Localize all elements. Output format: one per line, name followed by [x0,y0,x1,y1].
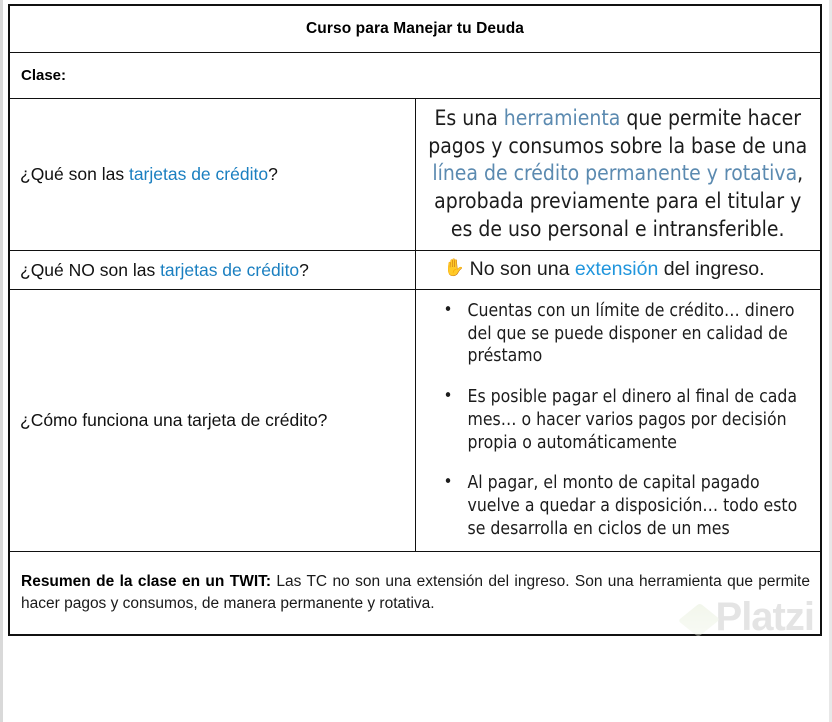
table-row-clase [9,53,821,99]
question-text [20,409,409,431]
page-edge-left [0,0,3,722]
question-suffix: ? [299,259,309,280]
answer-part-highlight: línea de crédito permanente y rotativa [432,161,798,186]
answer-cell-que-no-son [415,250,821,289]
answer-part: del ingreso. [658,258,765,281]
open-hand-icon: ✋ [443,258,465,278]
list-item: • Al pagar, el monto de capital pagado vuelve a quedar a disposición… todo esto se desarrolla en ciclos de un mes [466,472,807,540]
answer-cell-que-son [415,99,821,251]
answer-part-highlight: extensión [574,258,659,281]
answer-part: que permite hacer pagos y consumos sobre la base de una [428,106,808,158]
course-title-cell [9,5,821,53]
clase-label: Clase: [21,66,67,84]
page-title: Curso para Manejar tu Deuda [305,20,525,37]
answer-part: No son una [469,258,575,281]
question-highlight: tarjetas de crédito [128,164,269,185]
list-item: • Es posible pagar el dinero al final de cada mes… o hacer varios pagos por decisión propia o automáticamente [466,386,807,454]
answer-paragraph [426,258,811,281]
answer-cell-como-funciona [415,289,821,551]
summary-cell [9,551,821,639]
question-cell-como-funciona [9,289,415,551]
lesson-table [8,4,822,639]
question-text [20,163,409,185]
answer-part: Es una [434,106,504,130]
watermark-label: Platzi [715,594,814,639]
question-prefix: ¿Qué NO son las [20,259,161,280]
table-row-course-title [9,5,821,53]
question-suffix: ? [268,164,278,185]
answer-part: , aprobada previamente para el titular y es de uso personal e intransferible. [434,161,804,241]
answer-bullet-list [426,300,811,541]
clase-cell [9,53,821,99]
summary-lead: Resumen de la clase en un TWIT: [21,572,272,590]
table-row-summary [9,551,821,635]
answer-paragraph [426,105,811,244]
lesson-sheet [8,4,822,718]
question-cell-que-son [9,99,415,251]
question-highlight: tarjetas de crédito [160,259,300,280]
table-row [9,250,821,289]
table-row [9,289,821,551]
list-item: • Cuentas con un límite de crédito… dinero del que se puede disponer en calidad de préstamo [466,300,807,368]
summary-body: Las TC no son una extensión del ingreso. Son una herramienta que permite hacer pagos y consumos, de manera permanente y rotativa. [21,572,810,612]
question-prefix: ¿Cómo funciona una tarjeta de crédito? [20,410,328,431]
summary-text [21,571,810,615]
question-cell-que-no-son [9,250,415,289]
question-text [20,259,409,281]
question-prefix: ¿Qué son las [20,164,129,185]
answer-part-highlight: herramienta [503,106,621,130]
table-row [9,99,821,251]
